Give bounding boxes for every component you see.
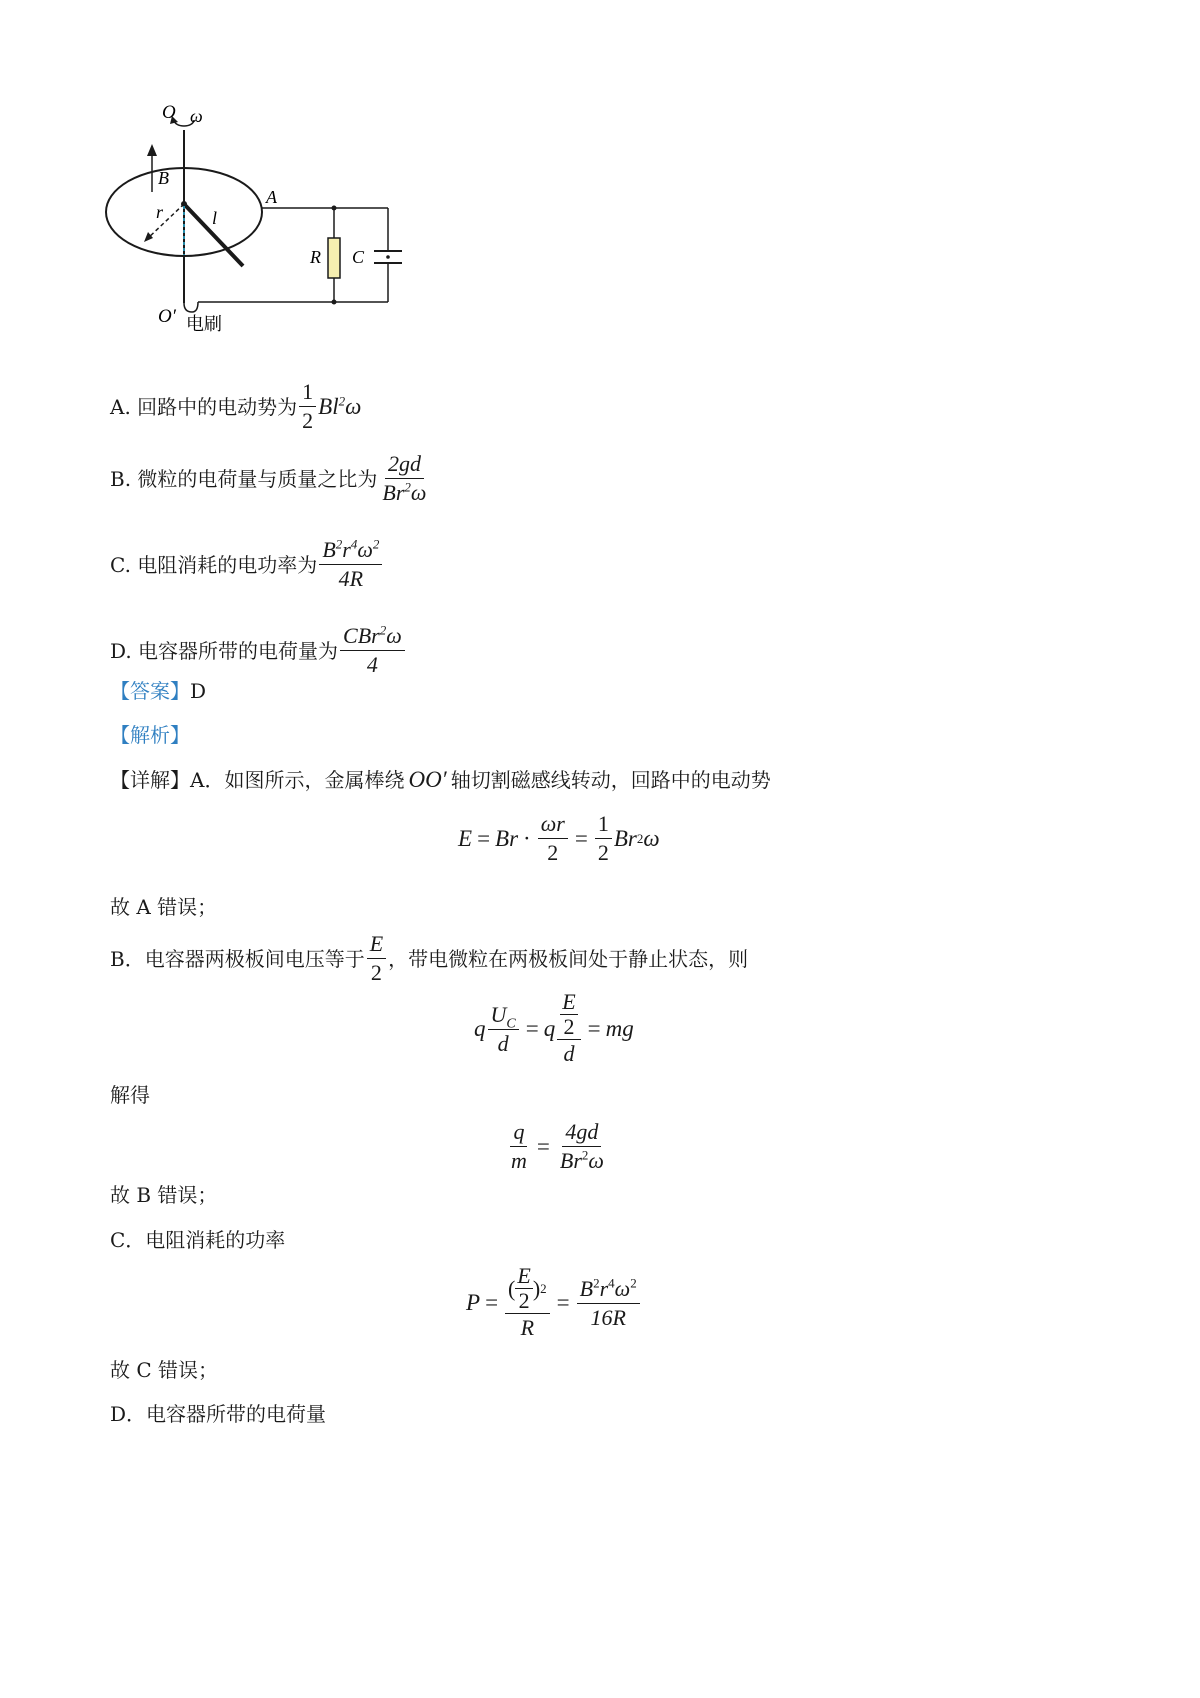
frac-den-omega: ω [410, 480, 427, 505]
inner-den: 2 [518, 1288, 530, 1313]
detail-b-text2: ，带电微粒在两极板间处于静止状态，则 [388, 946, 749, 971]
eq-q: q [543, 1016, 556, 1041]
eq-lhs: P [466, 1290, 481, 1315]
option-a-omega: ω [345, 393, 362, 419]
eq-sign: = [556, 1290, 570, 1315]
frac-den-omega: ω [588, 1148, 604, 1173]
frac-num: 1 [299, 378, 316, 407]
frac-num: 1 [595, 810, 612, 839]
frac-den: 4R [338, 566, 364, 591]
option-c [110, 536, 384, 593]
frac-den: 2 [597, 840, 609, 865]
label-l: l [212, 208, 218, 228]
option-d [110, 622, 407, 679]
sup: 2 [593, 1275, 600, 1291]
label-o-prime: O′ [158, 306, 176, 327]
detail-b-text: B．电容器两极板间电压等于 [110, 946, 365, 971]
option-c-text: C. 电阻消耗的电功率为 [110, 552, 318, 577]
eq-sign: = [536, 1133, 550, 1159]
equation-ratio [506, 1118, 609, 1175]
frac-den: 4 [366, 652, 378, 677]
option-c-fraction [319, 536, 382, 593]
num-cbr: CBr [343, 623, 380, 648]
option-a-fraction [299, 378, 316, 435]
sup: 4 [608, 1275, 615, 1291]
answer-line [110, 677, 206, 705]
frac-den: R [520, 1315, 535, 1340]
option-b [110, 450, 431, 507]
paren-open: ( [508, 1275, 516, 1301]
num-omega: ω [357, 537, 373, 562]
frac-den: m [511, 1148, 527, 1173]
frac-den: d [497, 1030, 509, 1056]
option-a [110, 378, 361, 435]
num-omega: ω [614, 1275, 631, 1301]
label-resistor: R [310, 247, 321, 267]
sup: 2 [338, 392, 346, 408]
option-a-text: A. 回路中的电动势为 [110, 394, 298, 419]
eq-sign: = [525, 1016, 539, 1041]
eq-term: Br [495, 825, 519, 851]
paren-close: ) [532, 1275, 541, 1301]
option-a-tail: Bl [318, 393, 339, 419]
c-conclusion [110, 1356, 218, 1384]
axis-label: OO′ [408, 767, 447, 792]
detail-b-line [110, 930, 748, 987]
c-conclusion-text: 故 C 错误； [110, 1358, 219, 1382]
sup: 2 [335, 536, 343, 552]
sup: 2 [372, 536, 380, 552]
frac-den: 2 [547, 840, 559, 865]
frac-den: d [563, 1041, 575, 1066]
equation-power: P = ( $\frac{E}{2}$ ) 2 R = $\frac{B^2r^4\omega^2}{16R}$ [466, 1264, 642, 1342]
option-b-fraction [379, 450, 429, 507]
option-d-text: D. 电容器所带的电荷量为 [110, 638, 339, 663]
frac-den: 16R [590, 1304, 626, 1330]
inner-den: 2 [563, 1014, 575, 1039]
sup: 2 [379, 622, 387, 638]
frac-num: 4gd [562, 1118, 601, 1147]
eq-sign: = [485, 1290, 499, 1315]
eq-omega: ω [643, 825, 660, 851]
a-conclusion [110, 893, 217, 921]
eq-sign: = [587, 1016, 601, 1041]
sup: 2 [581, 1147, 589, 1163]
analysis-tag: 【解析】 [110, 723, 190, 747]
detail-a-line [110, 766, 771, 794]
frac-num: ωr [538, 810, 568, 839]
num-b: B [579, 1275, 594, 1301]
frac-num: q [510, 1118, 527, 1147]
eq-sign: = [574, 825, 588, 851]
inner-num: E [562, 989, 576, 1014]
detail-a-text2: 轴切割磁感线转动，回路中的电动势 [450, 768, 771, 792]
b-conclusion-text: 故 B 错误； [110, 1183, 218, 1207]
eq-rhs: mg [605, 1016, 634, 1041]
equation-emf: E = Br · $\frac{\omega r}{2}$ = $\frac{1}{2}$ Br 2 ω [458, 811, 660, 865]
label-a: A [266, 187, 277, 207]
num-b: B [322, 537, 336, 562]
solve-text: 解得 [110, 1083, 150, 1107]
frac-den: Br [382, 480, 405, 505]
frac-den: 2 [370, 960, 382, 985]
frac-den: Br [559, 1148, 582, 1173]
label-brush: 电刷 [186, 314, 222, 335]
label-r: r [156, 202, 164, 222]
detail-a-text: A．如图所示，金属棒绕 [190, 768, 405, 792]
eq-q: q [474, 1016, 486, 1041]
sup: 4 [350, 536, 358, 552]
analysis-line [110, 721, 190, 749]
label-o: O [162, 102, 176, 123]
option-b-text: B. 微粒的电荷量与质量之比为 [110, 466, 378, 491]
sup: 2 [630, 1275, 637, 1291]
equation-balance [474, 990, 634, 1068]
option-d-fraction [340, 622, 405, 679]
eq-dot: · [523, 825, 531, 851]
sup: 2 [404, 479, 411, 495]
answer-tag: 【答案】 [110, 679, 190, 703]
num-omega: ω [386, 623, 402, 648]
eq-lhs: E [458, 825, 473, 851]
b-conclusion [110, 1181, 217, 1209]
circuit-diagram [100, 100, 440, 370]
inner-num: E [517, 1263, 531, 1288]
detail-tag: 【详解】 [110, 768, 190, 792]
frac-den: 2 [302, 408, 314, 433]
detail-c-line [110, 1226, 285, 1254]
num-r: r [599, 1275, 609, 1301]
frac-num: U [490, 1001, 507, 1027]
label-capacitor: C [352, 247, 365, 267]
detail-d-text: D．电容器所带的电荷量 [110, 1402, 327, 1426]
frac-num: 2gd [385, 450, 424, 479]
sub: C [506, 1015, 516, 1031]
label-b: B [158, 168, 169, 188]
num-r: r [342, 537, 351, 562]
detail-c-text: C．电阻消耗的功率 [110, 1228, 286, 1252]
a-conclusion-text: 故 A 错误； [110, 895, 218, 919]
label-omega: ω [190, 106, 203, 126]
eq-tail: Br [613, 825, 637, 851]
frac-num: E [367, 930, 386, 959]
detail-d-line [110, 1400, 326, 1428]
answer-value: D [190, 679, 207, 703]
eq-sign: = [477, 825, 491, 851]
solve-line [110, 1081, 150, 1109]
